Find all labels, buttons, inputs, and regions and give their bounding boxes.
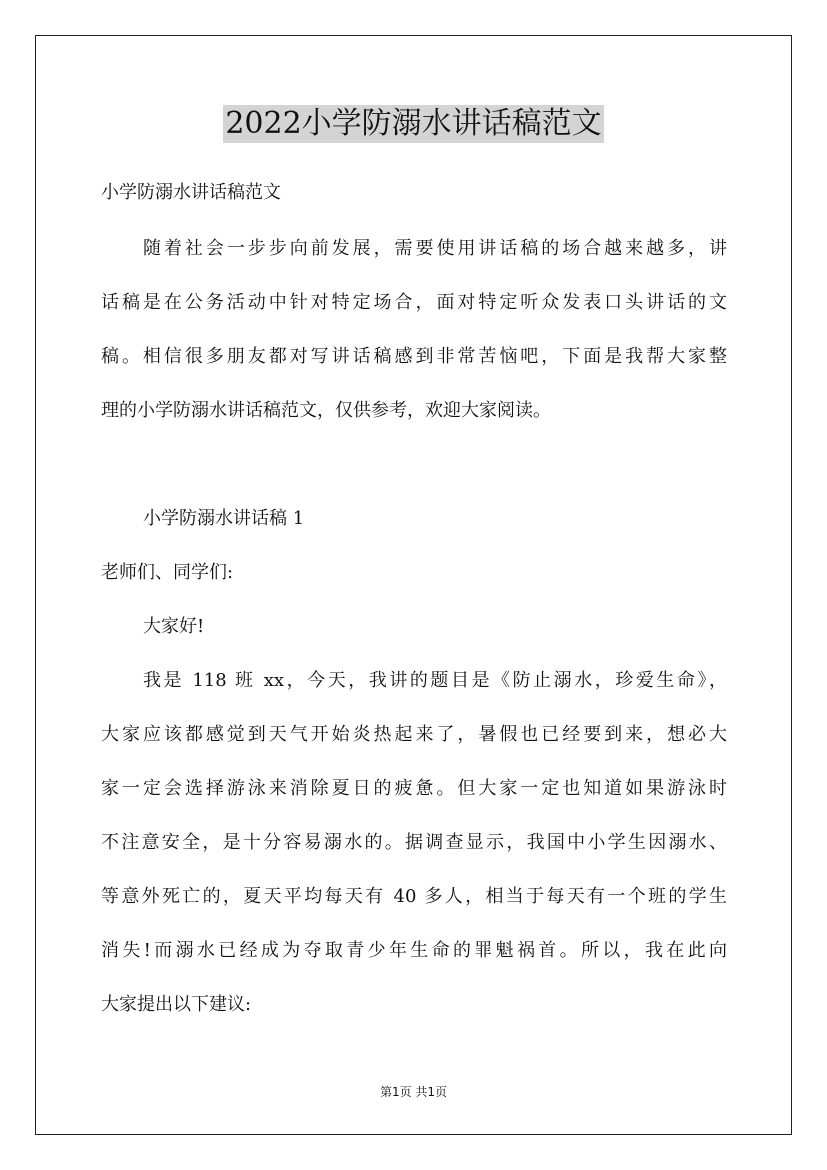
body-line-2: 大家应该都感觉到天气开始炎热起来了，暑假也已经要到来，想必大 <box>101 724 727 745</box>
greeting: 大家好! <box>143 616 205 637</box>
body-line-3: 家一定会选择游泳来消除夏日的疲惫。但大家一定也知道如果游泳时 <box>101 778 727 799</box>
body-line-7: 大家提出以下建议: <box>101 994 252 1015</box>
body-line-4: 不注意安全，是十分容易溺水的。据调查显示，我国中小学生因溺水、 <box>101 832 727 853</box>
document-subtitle: 小学防溺水讲话稿范文 <box>101 182 281 203</box>
document-title-wrap <box>0 105 827 143</box>
body-line-6: 消失!而溺水已经成为夺取青少年生命的罪魁祸首。所以，我在此向 <box>101 940 727 961</box>
section-heading: 小学防溺水讲话稿 1 <box>143 508 305 529</box>
page-footer: 第1页 共1页 <box>379 1085 448 1099</box>
intro-line-1: 随着社会一步步向前发展，需要使用讲话稿的场合越来越多，讲 <box>143 238 727 259</box>
intro-line-3: 稿。相信很多朋友都对写讲话稿感到非常苦恼吧，下面是我帮大家整 <box>101 346 727 367</box>
document-title: 2022小学防溺水讲话稿范文 <box>225 106 602 141</box>
body-line-1: 我是 118 班 xx，今天，我讲的题目是《防止溺水，珍爱生命》， <box>143 670 727 691</box>
intro-line-2: 话稿是在公务活动中针对特定场合，面对特定听众发表口头讲话的文 <box>101 292 727 313</box>
body-line-5: 等意外死亡的，夏天平均每天有 40 多人，相当于每天有一个班的学生 <box>101 886 727 907</box>
salutation: 老师们、同学们: <box>101 562 234 583</box>
intro-line-4: 理的小学防溺水讲话稿范文，仅供参考，欢迎大家阅读。 <box>101 400 551 421</box>
